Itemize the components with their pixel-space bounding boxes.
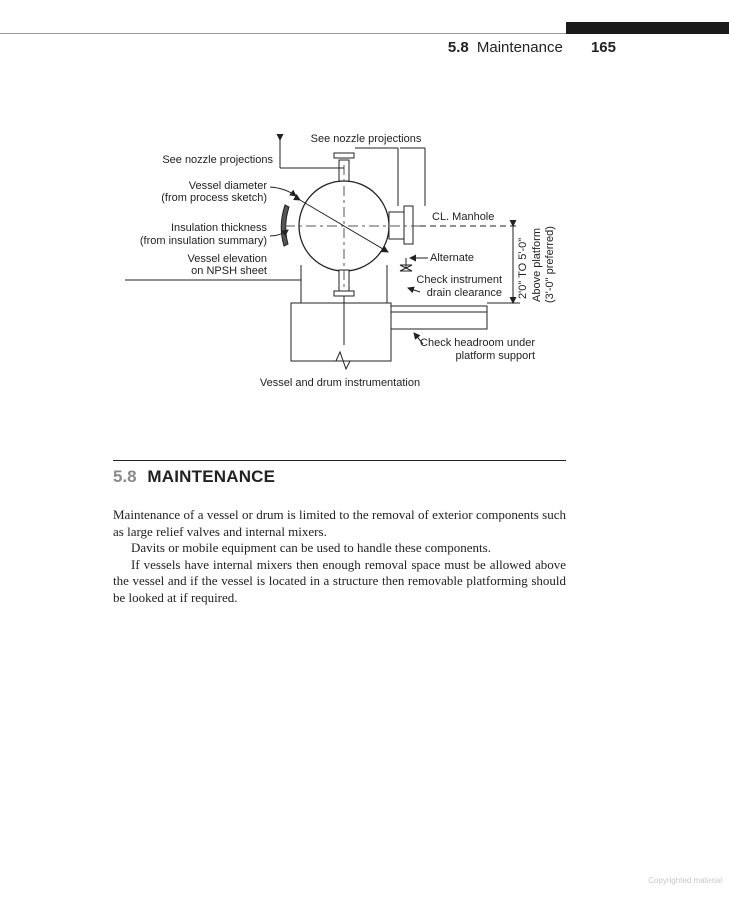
section-heading: [113, 467, 275, 487]
section-rule: [113, 460, 566, 461]
body-text: [113, 507, 566, 606]
running-head-section-title: Maintenance: [476, 39, 563, 56]
label-headroom-2: platform support: [455, 350, 535, 362]
page-number: 165: [590, 39, 616, 56]
label-headroom-1: Check headroom under: [420, 337, 535, 349]
vessel-instrumentation-diagram: [0, 0, 729, 400]
copyright-watermark: Copyrighted material: [648, 876, 722, 885]
label-nozzle-top: See nozzle projections: [310, 133, 422, 145]
paragraph: If vessels have internal mixers then enough removal space must be allowed above the vessel and if the vessel is located in a structure then removable platforming should be looked at if required.: [113, 556, 566, 605]
leader-vessel-diameter: [270, 187, 296, 196]
label-dimension-1: 2'0" TO 5'-0": [517, 237, 529, 299]
section-title: MAINTENANCE: [147, 467, 276, 486]
running-head-section-number: 5.8: [447, 39, 469, 56]
leader-drain: [408, 288, 420, 292]
bottom-nozzle-flange: [334, 291, 354, 296]
platform-support-block: [291, 303, 391, 361]
paragraph: Maintenance of a vessel or drum is limited to the removal of exterior components such as large relief valves and internal mixers.: [113, 507, 566, 539]
section-number: 5.8: [113, 467, 137, 486]
label-vessel-diameter-1: Vessel diameter: [188, 180, 267, 192]
label-insulation-2: (from insulation summary): [139, 235, 267, 247]
label-manhole: CL. Manhole: [432, 211, 495, 223]
label-nozzle-left: See nozzle projections: [162, 154, 273, 166]
top-nozzle-flange: [334, 153, 354, 158]
label-alternate: Alternate: [430, 252, 475, 264]
figure-caption: Vessel and drum instrumentation: [259, 377, 421, 389]
paragraph: Davits or mobile equipment can be used to handle these components.: [131, 540, 491, 555]
label-vessel-diameter-2: (from process sketch): [161, 192, 267, 204]
label-dimension-3: (3'-0" preferred): [544, 226, 556, 303]
label-insulation-1: Insulation thickness: [171, 222, 267, 234]
label-elevation-2: on NPSH sheet: [191, 265, 267, 277]
platform-beam: [391, 306, 487, 329]
label-drain-1: Check instrument: [416, 274, 502, 286]
label-drain-2: drain clearance: [426, 287, 502, 299]
label-dimension-2: Above platform: [531, 228, 543, 302]
label-elevation-1: Vessel elevation: [187, 253, 267, 265]
manhole-flange: [404, 206, 413, 244]
